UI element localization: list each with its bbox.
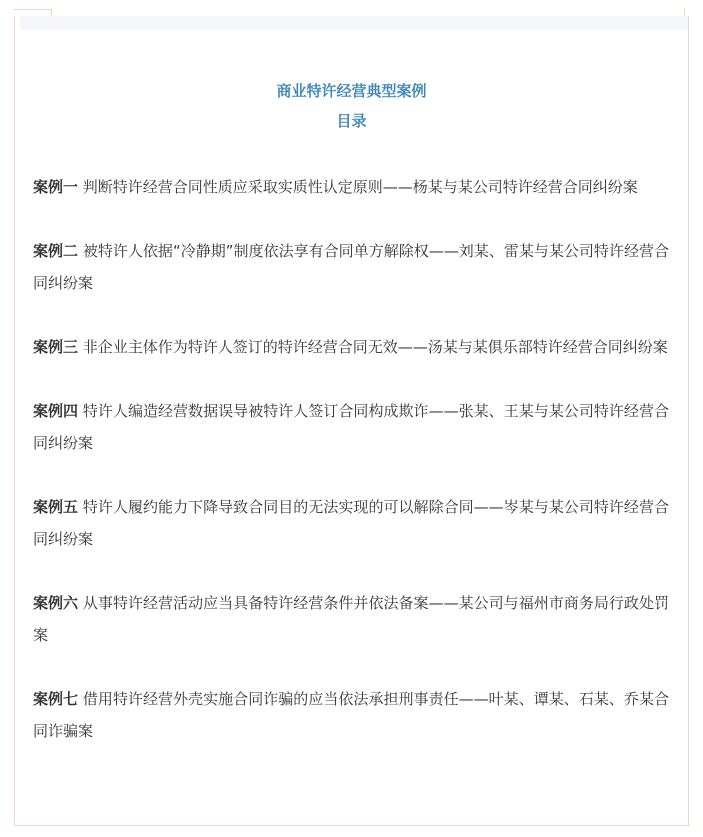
case-item-1	[33, 171, 669, 203]
case-item-6	[33, 587, 669, 651]
case-label: 案例二	[33, 242, 79, 260]
title-block	[0, 76, 703, 136]
case-item-2	[33, 235, 669, 299]
case-list	[33, 171, 669, 779]
case-text: 从事特许经营活动应当具备特许经营条件并依法备案——某公司与福州市商务局行政处罚案	[33, 594, 669, 644]
case-text: 特许人编造经营数据误导被特许人签订合同构成欺诈——张某、王某与某公司特许经营合同纠纷案	[33, 402, 669, 452]
case-label: 案例六	[33, 594, 79, 612]
case-text: 借用特许经营外壳实施合同诈骗的应当依法承担刑事责任——叶某、谭某、石某、乔某合同诈骗案	[33, 690, 669, 740]
case-item-3	[33, 331, 669, 363]
case-item-4	[33, 395, 669, 459]
case-label: 案例五	[33, 498, 79, 516]
case-text: 非企业主体作为特许人签订的特许经营合同无效——汤某与某俱乐部特许经营合同纠纷案	[78, 338, 668, 356]
page-title: 商业特许经营典型案例	[276, 82, 427, 100]
case-item-7	[33, 683, 669, 747]
top-strip	[20, 16, 688, 30]
case-label: 案例四	[33, 402, 79, 420]
case-text: 被特许人依据“冷静期”制度依法享有合同单方解除权——刘某、雷某与某公司特许经营合同纠纷案	[33, 242, 669, 292]
case-label: 案例七	[33, 690, 79, 708]
case-text: 特许人履约能力下降导致合同目的无法实现的可以解除合同——岑某与某公司特许经营合同纠纷案	[33, 498, 669, 548]
case-label: 案例一	[33, 178, 79, 196]
case-label: 案例三	[33, 338, 79, 356]
case-item-5	[33, 491, 669, 555]
toc-heading: 目录	[336, 112, 367, 130]
case-text: 判断特许经营合同性质应采取实质性认定原则——杨某与某公司特许经营合同纠纷案	[78, 178, 638, 196]
